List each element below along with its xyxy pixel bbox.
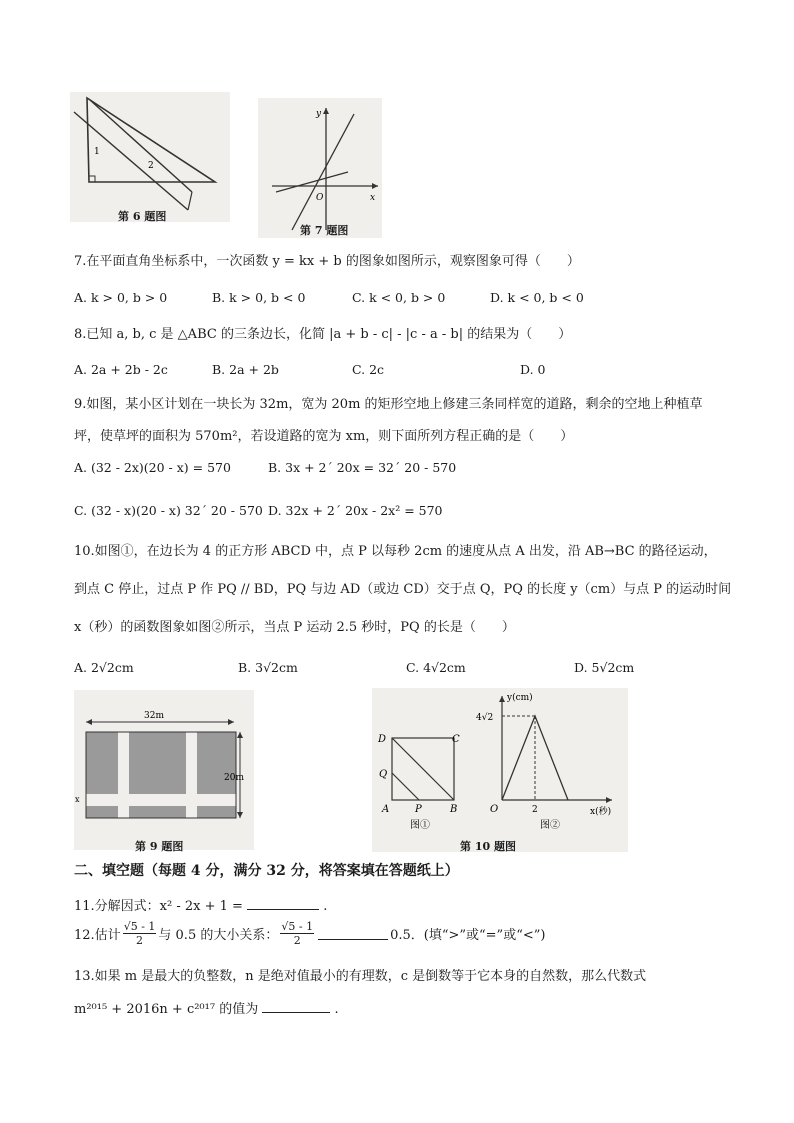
fig10b-xtick: 2: [532, 805, 538, 815]
question-10-line2: 到点 C 停止，过点 P 作 PQ // BD，PQ 与边 AD（或边 CD）交于点 Q，PQ 的长度 y（cm）与点 P 的运动时间: [74, 582, 732, 597]
figure-7: [258, 98, 382, 238]
section-2-title: 二、填空题（每题 4 分，满分 32 分，将答案填在答题纸上）: [74, 863, 459, 879]
q10-option-a: A. 2√2cm: [74, 660, 134, 675]
question-10-line1: 10.如图①，在边长为 4 的正方形 ABCD 中，点 P 以每秒 2cm 的速度从点 A 出发，沿 AB→BC 的路径运动，: [74, 544, 717, 559]
fig7-caption: 第 7 题图: [300, 224, 349, 237]
fig6-angle1: 1: [94, 147, 100, 157]
q12-text-a: 12.估计: [74, 928, 121, 943]
q9-option-b: B. 3x + 2´ 20x = 32´ 20 - 570: [268, 460, 457, 475]
question-7: 7.在平面直角坐标系中，一次函数 y = kx + b 的图象如图所示，观察图象可得（ ）: [74, 254, 580, 269]
fig10a-C: C: [452, 734, 460, 745]
fig10b-ymax: 4√2: [476, 713, 494, 723]
fig10a-A: A: [382, 804, 390, 815]
q11-text: 11.分解因式：x² - 2x + 1 =: [74, 899, 243, 914]
q8-option-a: A. 2a + 2b - 2c: [74, 362, 168, 377]
figure-10: [372, 688, 628, 852]
q10-option-d: D. 5√2cm: [574, 660, 635, 675]
q7-option-b: B. k > 0, b < 0: [212, 290, 306, 305]
q11-answer-blank[interactable]: [247, 897, 319, 910]
q12-answer-blank[interactable]: [318, 927, 388, 940]
q9-option-c: C. (32 - x)(20 - x) 32´ 20 - 570: [74, 503, 263, 518]
fig7-origin: O: [316, 193, 324, 203]
q13-end: .: [334, 1002, 339, 1017]
q9-option-d: D. 32x + 2´ 20x - 2x² = 570: [268, 503, 443, 518]
fig10b-y-axis: y(cm): [507, 693, 533, 703]
q10-option-c: C. 4√2cm: [406, 660, 466, 675]
q8-option-d: D. 0: [520, 362, 546, 377]
question-13-line2: [74, 998, 339, 1017]
question-10-line3: x（秒）的函数图象如图②所示，当点 P 运动 2.5 秒时，PQ 的长是（ ）: [74, 620, 515, 635]
fig9-caption: 第 9 题图: [135, 840, 184, 853]
q12-text-c: 0.5．(填“>”或“=”或“<”): [390, 928, 546, 943]
q13-answer-blank[interactable]: [262, 1000, 330, 1013]
figure-6-drawing: [70, 92, 230, 222]
fig10a-Q: Q: [379, 769, 388, 780]
q7-option-d: D. k < 0, b < 0: [490, 290, 584, 305]
fig7-x-label: x: [370, 193, 376, 203]
question-11: [74, 895, 327, 914]
figure-9: [74, 690, 254, 850]
q10-option-b: B. 3√2cm: [238, 660, 298, 675]
fig10a-D: D: [378, 734, 387, 745]
figure-7-drawing: [258, 98, 382, 238]
figure-6: [70, 92, 230, 222]
q8-option-b: B. 2a + 2b: [212, 362, 279, 377]
q12-frac1-num: √5 - 1: [123, 920, 156, 933]
figure-10-drawing: [372, 688, 628, 852]
q12-fraction-2: [280, 920, 314, 947]
q12-frac2-num: √5 - 1: [281, 920, 314, 933]
fig10a-label: 图①: [410, 820, 430, 831]
q12-frac2-den: 2: [293, 934, 301, 947]
q7-option-a: A. k > 0, b > 0: [74, 290, 168, 305]
question-9-line1: 9.如图，某小区计划在一块长为 32m，宽为 20m 的矩形空地上修建三条同样宽的道路，剩余的空地上种植草: [74, 397, 703, 412]
q9-option-a: A. (32 - 2x)(20 - x) = 570: [74, 460, 231, 475]
question-12: [74, 920, 545, 947]
question-8: 8.已知 a, b, c 是 △ABC 的三条边长，化简 |a + b - c| - |c - a - b| 的结果为（ ）: [74, 327, 572, 342]
q7-option-c: C. k < 0, b > 0: [352, 290, 446, 305]
fig9-width-label: 32m: [144, 711, 164, 721]
fig9-height-label: 20m: [224, 773, 244, 783]
q12-text-b: 与 0.5 的大小关系：: [158, 928, 279, 943]
fig10-caption: 第 10 题图: [460, 840, 516, 853]
q13-text: m²⁰¹⁵ + 2016n + c²⁰¹⁷ 的值为: [74, 1002, 259, 1017]
q12-frac1-den: 2: [136, 934, 144, 947]
fig10b-x-axis: x(秒): [590, 807, 612, 817]
q8-option-c: C. 2c: [352, 362, 385, 377]
figure-9-drawing: [74, 690, 254, 850]
fig9-x-label: x: [75, 795, 80, 804]
fig10a-B: B: [450, 804, 458, 815]
q12-fraction-1: [123, 920, 157, 947]
fig10b-origin: O: [490, 804, 499, 815]
fig6-angle2: 2: [148, 161, 154, 171]
fig10b-label: 图②: [540, 820, 560, 831]
question-9-line2: 坪，使草坪的面积为 570m²，若设道路的宽为 xm，则下面所列方程正确的是（ ）: [74, 429, 574, 444]
fig10a-P: P: [415, 804, 422, 815]
question-13-line1: 13.如果 m 是最大的负整数，n 是绝对值最小的有理数，c 是倒数等于它本身的自然数，那么代数式: [74, 969, 647, 984]
fig6-caption: 第 6 题图: [118, 210, 167, 223]
fig7-y-label: y: [316, 109, 322, 119]
q11-end: .: [323, 899, 328, 914]
